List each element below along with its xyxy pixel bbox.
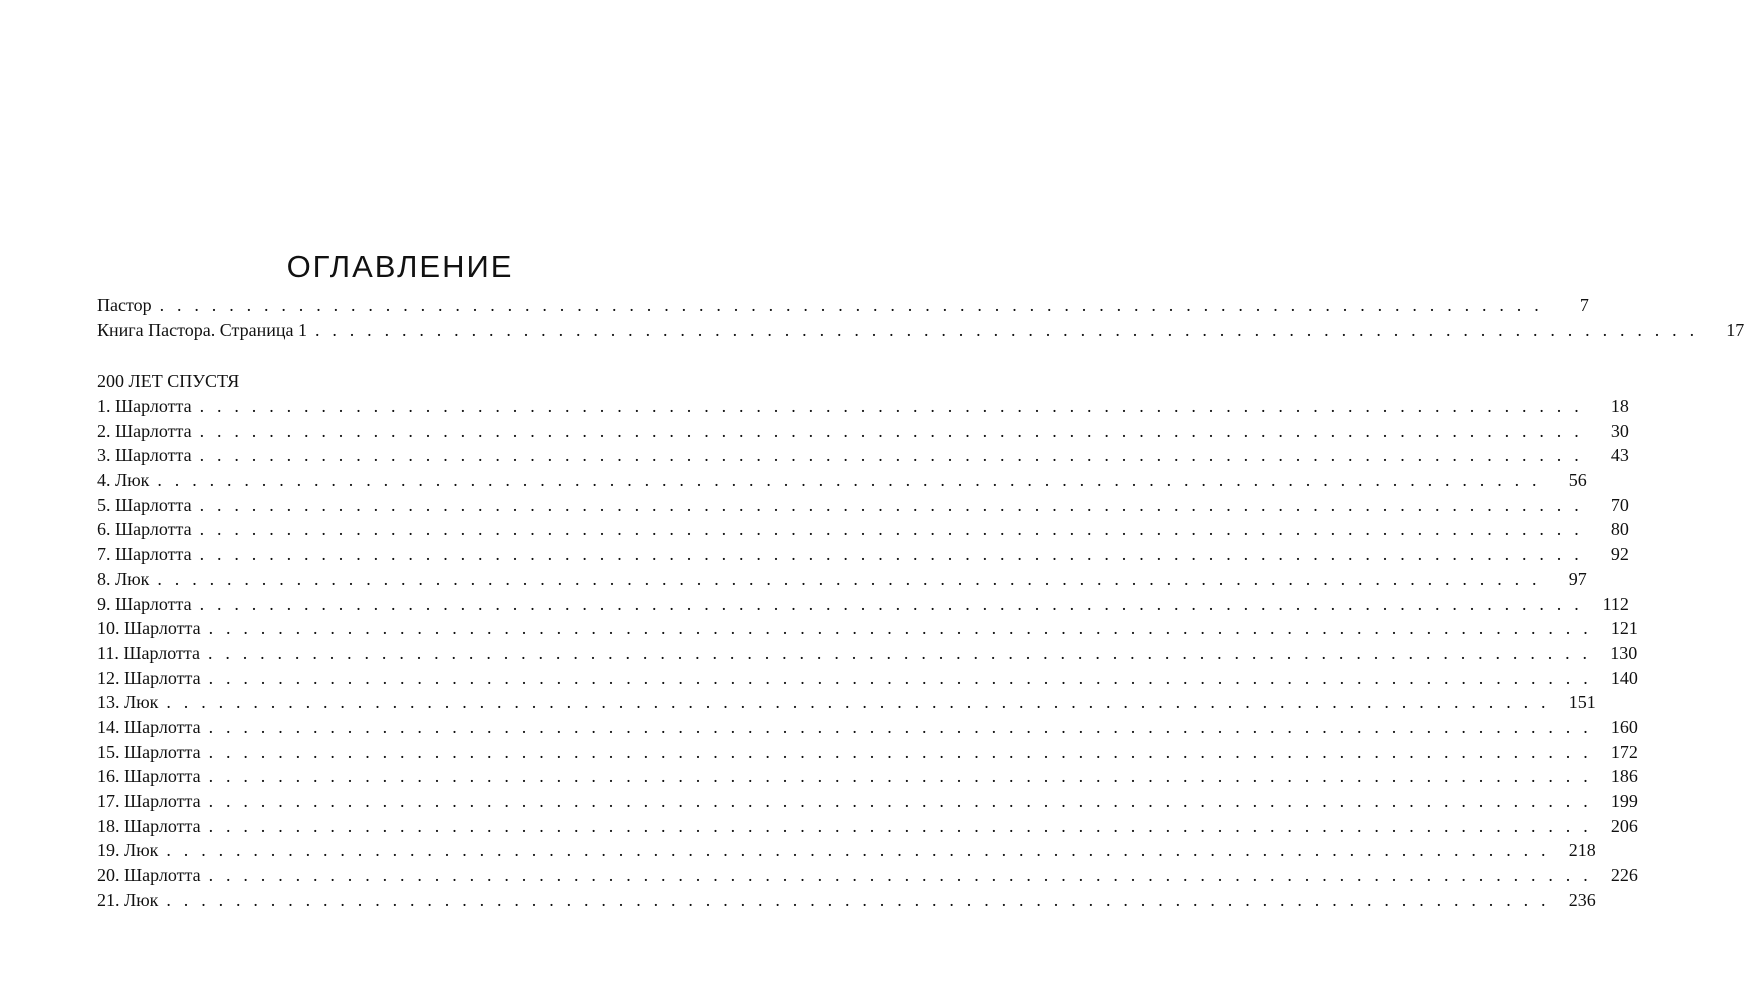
toc-entry-label: 8. Люк (97, 568, 150, 589)
toc-entry-page: 226 (1610, 865, 1638, 886)
dot-leader: . . . . . . . . . . . . . . . . . . . . . . . . . . . . . . . . . . . . . . . . . . . . . . . . . . . . . . . . . . . . . . . . . . . . . . . . . . . . . . . . (314, 319, 1699, 340)
toc-entry (97, 789, 1638, 814)
dot-leader: . . . . . . . . . . . . . . . . . . . . . . . . . . . . . . . . . . . . . . . . . . . . . . . . . . . . . . . . . . . . . . . . . . . . . . . . . . . . . . . . (208, 865, 1592, 886)
toc-entry-page: 199 (1610, 791, 1638, 811)
toc-entry-label: 4. Люк (97, 470, 150, 491)
toc-intro-list (97, 293, 1744, 342)
toc-entry-page: 112 (1602, 593, 1629, 614)
toc-entry-page: 206 (1610, 815, 1638, 836)
toc-entry-page: 151 (1568, 692, 1596, 713)
toc-entry-page: 236 (1568, 889, 1596, 910)
dot-leader: . . . . . . . . . . . . . . . . . . . . . . . . . . . . . . . . . . . . . . . . . . . . . . . . . . . . . . . . . . . . . . . . . . . . . . . . . . . . . . . . (208, 716, 1592, 737)
toc-entry (97, 493, 1629, 518)
toc-entry (97, 764, 1638, 789)
dot-leader: . . . . . . . . . . . . . . . . . . . . . . . . . . . . . . . . . . . . . . . . . . . . . . . . . . . . . . . . . . . . . . . . . . . . . . . . . . . . . . . . (208, 815, 1592, 836)
dot-leader: . . . . . . . . . . . . . . . . . . . . . . . . . . . . . . . . . . . . . . . . . . . . . . . . . . . . . . . . . . . . . . . . . . . . . . . . . . . . . . . . (199, 593, 1583, 614)
dot-leader: . . . . . . . . . . . . . . . . . . . . . . . . . . . . . . . . . . . . . . . . . . . . . . . . . . . . . . . . . . . . . . . . . . . . . . . . . . . . . . . . (208, 618, 1592, 639)
dot-leader: . . . . . . . . . . . . . . . . . . . . . . . . . . . . . . . . . . . . . . . . . . . . . . . . . . . . . . . . . . . . . . . . . . . . . . . . . . . . . . . . (199, 420, 1583, 441)
toc-entry-label: 18. Шарлотта (97, 815, 201, 836)
dot-leader: . . . . . . . . . . . . . . . . . . . . . . . . . . . . . . . . . . . . . . . . . . . . . . . . . . . . . . . . . . . . . . . . . . . . . . . . . . . . . . . . (208, 741, 1592, 762)
toc-entry-label: 16. Шарлотта (97, 766, 201, 787)
toc-entry (97, 419, 1629, 444)
toc-entry (97, 863, 1638, 888)
toc-entry-page: 80 (1610, 519, 1629, 540)
dot-leader: . . . . . . . . . . . . . . . . . . . . . . . . . . . . . . . . . . . . . . . . . . . . . . . . . . . . . . . . . . . . . . . . . . . . . . . . . . . . . . . . (208, 766, 1592, 787)
dot-leader: . . . . . . . . . . . . . . . . . . . . . . . . . . . . . . . . . . . . . . . . . . . . . . . . . . . . . . . . . . . . . . . . . . . . . . . . . . . . . . . . (157, 568, 1541, 589)
toc-entry (97, 838, 1596, 863)
toc-entry (97, 443, 1629, 468)
page-title: ОГЛАВЛЕНИЕ (286, 248, 514, 284)
toc-entry-label: 20. Шарлотта (97, 865, 201, 886)
dot-leader: . . . . . . . . . . . . . . . . . . . . . . . . . . . . . . . . . . . . . . . . . . . . . . . . . . . . . . . . . . . . . . . . . . . . . . . . . . . . . . . . (199, 445, 1583, 466)
toc-entry-page: 70 (1610, 494, 1629, 515)
toc-entry-page: 97 (1568, 568, 1587, 589)
dot-leader: . . . . . . . . . . . . . . . . . . . . . . . . . . . . . . . . . . . . . . . . . . . . . . . . . . . . . . . . . . . . . . . . . . . . . . . . . . . . . . . . (207, 642, 1592, 663)
toc-entry-page: 130 (1610, 642, 1638, 663)
toc-entry-label: 2. Шарлотта (97, 420, 192, 441)
toc-entry-label: 7. Шарлотта (97, 544, 192, 565)
toc-entry-page: 160 (1610, 716, 1638, 737)
toc-entry (97, 616, 1638, 641)
toc-entry-label: Пастор (97, 295, 152, 315)
toc-entry-label: 11. Шарлотта (97, 642, 200, 663)
dot-leader: . . . . . . . . . . . . . . . . . . . . . . . . . . . . . . . . . . . . . . . . . . . . . . . . . . . . . . . . . . . . . . . . . . . . . . . . . . . . . . . . (199, 544, 1583, 565)
dot-leader: . . . . . . . . . . . . . . . . . . . . . . . . . . . . . . . . . . . . . . . . . . . . . . . . . . . . . . . . . . . . . . . . . . . . . . . . . . . . . . . . (157, 470, 1541, 491)
toc-entry-label: 1. Шарлотта (97, 396, 192, 416)
toc-entry (97, 293, 1589, 318)
toc-entry-page: 18 (1610, 396, 1629, 416)
toc-entry-page: 17 (1726, 319, 1744, 340)
dot-leader: . . . . . . . . . . . . . . . . . . . . . . . . . . . . . . . . . . . . . . . . . . . . . . . . . . . . . . . . . . . . . . . . . . . . . . . . . . . . . . . . (208, 667, 1592, 688)
toc-entry (97, 394, 1629, 419)
toc-entry-page: 186 (1610, 766, 1638, 787)
toc-entry-page: 172 (1610, 741, 1638, 762)
toc-entry (97, 468, 1587, 493)
toc-entry-label: 13. Люк (97, 692, 159, 713)
toc-entry-page: 43 (1610, 445, 1629, 466)
toc-entry-page: 121 (1610, 618, 1638, 639)
dot-leader: . . . . . . . . . . . . . . . . . . . . . . . . . . . . . . . . . . . . . . . . . . . . . . . . . . . . . . . . . . . . . . . . . . . . . . . . . . . . . . . . (166, 889, 1550, 910)
toc-entry-label: 3. Шарлотта (97, 445, 192, 466)
toc-entry-label: Книга Пастора. Страница 1 (97, 319, 307, 340)
toc-entry-page: 56 (1568, 470, 1587, 491)
toc-entry (97, 740, 1638, 765)
dot-leader: . . . . . . . . . . . . . . . . . . . . . . . . . . . . . . . . . . . . . . . . . . . . . . . . . . . . . . . . . . . . . . . . . . . . . . . . . . . . . . . . (159, 295, 1543, 315)
dot-leader: . . . . . . . . . . . . . . . . . . . . . . . . . . . . . . . . . . . . . . . . . . . . . . . . . . . . . . . . . . . . . . . . . . . . . . . . . . . . . . . . (208, 791, 1592, 811)
toc-entry (97, 567, 1587, 592)
toc-entry (97, 814, 1638, 839)
toc-entry-label: 19. Люк (97, 840, 159, 861)
dot-leader: . . . . . . . . . . . . . . . . . . . . . . . . . . . . . . . . . . . . . . . . . . . . . . . . . . . . . . . . . . . . . . . . . . . . . . . . . . . . . . . . (199, 519, 1583, 540)
toc-entry-page: 30 (1610, 420, 1629, 441)
toc-entry (97, 690, 1596, 715)
toc-entry-label: 10. Шарлотта (97, 618, 201, 639)
toc-entry (97, 888, 1596, 913)
toc-entry-label: 12. Шарлотта (97, 667, 201, 688)
toc-entry-label: 14. Шарлотта (97, 716, 201, 737)
toc-entry (97, 715, 1638, 740)
dot-leader: . . . . . . . . . . . . . . . . . . . . . . . . . . . . . . . . . . . . . . . . . . . . . . . . . . . . . . . . . . . . . . . . . . . . . . . . . . . . . . . . (199, 494, 1583, 515)
toc-entry-label: 9. Шарлотта (97, 593, 192, 614)
toc-entry-label: 21. Люк (97, 889, 159, 910)
toc-entry (97, 517, 1629, 542)
dot-leader: . . . . . . . . . . . . . . . . . . . . . . . . . . . . . . . . . . . . . . . . . . . . . . . . . . . . . . . . . . . . . . . . . . . . . . . . . . . . . . . . (166, 840, 1550, 861)
toc-entry-page: 92 (1610, 544, 1629, 565)
dot-leader: . . . . . . . . . . . . . . . . . . . . . . . . . . . . . . . . . . . . . . . . . . . . . . . . . . . . . . . . . . . . . . . . . . . . . . . . . . . . . . . . (166, 692, 1550, 713)
section-title: 200 ЛЕТ СПУСТЯ (97, 371, 240, 391)
toc-entry-label: 5. Шарлотта (97, 494, 192, 515)
toc-entry-label: 15. Шарлотта (97, 741, 201, 762)
toc-entry (97, 542, 1629, 567)
toc-entry (97, 318, 1744, 343)
toc-entry-label: 6. Шарлотта (97, 519, 192, 540)
dot-leader: . . . . . . . . . . . . . . . . . . . . . . . . . . . . . . . . . . . . . . . . . . . . . . . . . . . . . . . . . . . . . . . . . . . . . . . . . . . . . . . . (199, 396, 1583, 416)
toc-entry (97, 666, 1638, 691)
toc-entry (97, 592, 1629, 617)
toc-entry-label: 17. Шарлотта (97, 791, 201, 811)
toc-entry-page: 140 (1610, 667, 1638, 688)
toc-entry-page: 7 (1579, 295, 1589, 315)
toc-entry (97, 641, 1638, 666)
toc-chapter-list (97, 394, 1638, 912)
toc-entry-page: 218 (1568, 840, 1596, 861)
